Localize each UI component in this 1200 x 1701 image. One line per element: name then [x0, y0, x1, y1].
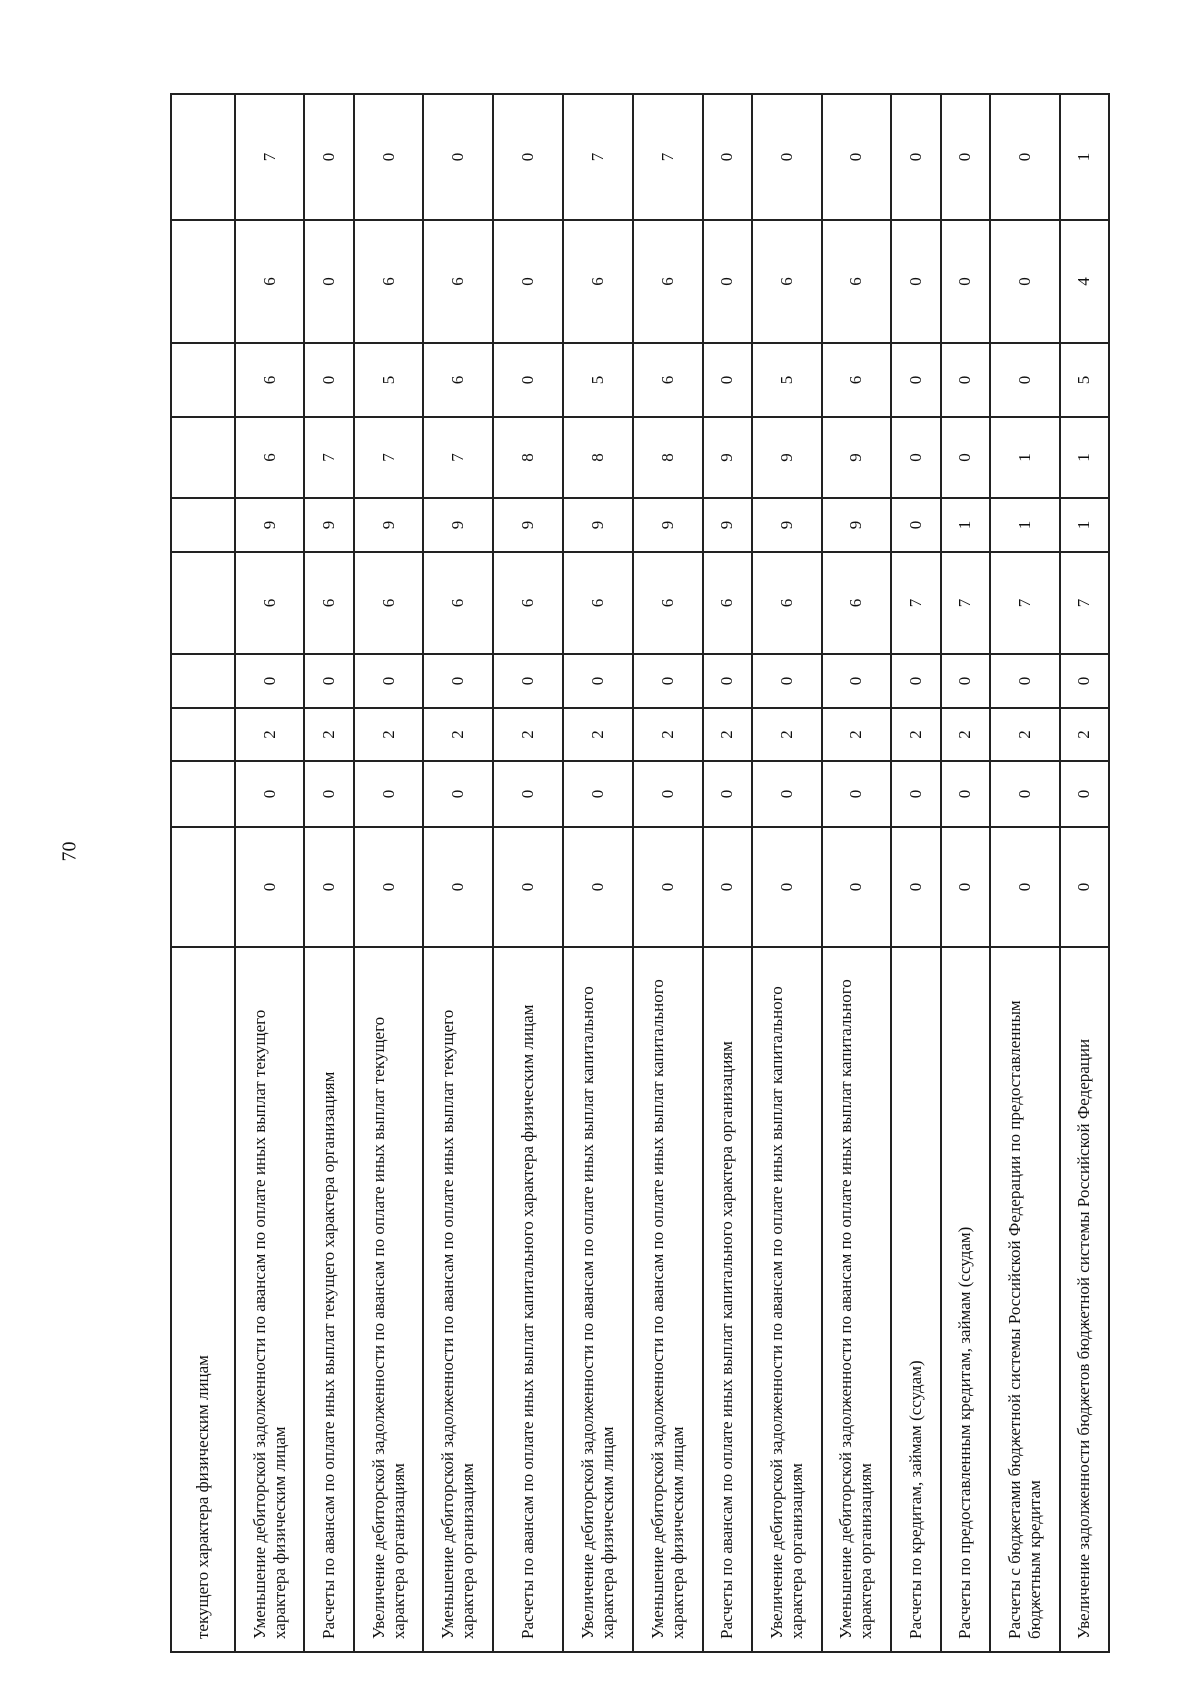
- code-digit-cell: 1: [1060, 498, 1109, 552]
- code-digit-cell: 0: [990, 761, 1060, 827]
- code-digit-cell: 6: [493, 552, 563, 654]
- row-label: Расчеты по авансам по оплате иных выплат текущего характера организациям: [304, 947, 353, 1652]
- code-digit-cell: 0: [304, 761, 353, 827]
- table-body: [171, 94, 1109, 1652]
- table-row: [563, 94, 633, 1652]
- code-digit-cell: 0: [941, 761, 990, 827]
- code-digit-cell: 0: [891, 94, 940, 220]
- code-digit-cell: 7: [941, 552, 990, 654]
- code-digit-cell: 2: [563, 708, 633, 761]
- table-row: [990, 94, 1060, 1652]
- code-digit-cell: 6: [752, 552, 822, 654]
- code-digit-cell: 7: [1060, 552, 1109, 654]
- code-digit-cell: 0: [822, 827, 892, 947]
- code-digit-cell: 9: [703, 498, 752, 552]
- code-digit-cell: [171, 94, 235, 220]
- code-digit-cell: 0: [493, 761, 563, 827]
- code-digit-cell: 6: [235, 552, 305, 654]
- code-digit-cell: [171, 498, 235, 552]
- code-digit-cell: 9: [423, 498, 493, 552]
- table-row: [633, 94, 703, 1652]
- code-digit-cell: 1: [941, 498, 990, 552]
- code-digit-cell: 0: [633, 827, 703, 947]
- code-digit-cell: 9: [304, 498, 353, 552]
- code-digit-cell: 6: [633, 552, 703, 654]
- code-digit-cell: 0: [703, 343, 752, 417]
- table-row: [941, 94, 990, 1652]
- code-digit-cell: 2: [990, 708, 1060, 761]
- code-digit-cell: 0: [493, 654, 563, 708]
- code-digit-cell: 2: [752, 708, 822, 761]
- code-digit-cell: 0: [891, 417, 940, 498]
- code-digit-cell: 2: [703, 708, 752, 761]
- code-digit-cell: 2: [493, 708, 563, 761]
- row-label: Уменьшение дебиторской задолженности по авансам по оплате иных выплат текущего характера организациям: [423, 947, 493, 1652]
- code-digit-cell: 1: [990, 498, 1060, 552]
- code-digit-cell: 8: [563, 417, 633, 498]
- code-digit-cell: 2: [891, 708, 940, 761]
- code-digit-cell: 0: [235, 761, 305, 827]
- code-digit-cell: 9: [822, 498, 892, 552]
- code-digit-cell: 0: [891, 761, 940, 827]
- code-digit-cell: 0: [304, 654, 353, 708]
- table-row: [703, 94, 752, 1652]
- code-digit-cell: 0: [990, 220, 1060, 343]
- code-digit-cell: 0: [703, 827, 752, 947]
- code-digit-cell: 1: [1060, 417, 1109, 498]
- row-label: Расчеты с бюджетами бюджетной системы Российской Федерации по предоставленным бюджетным кредитам: [990, 947, 1060, 1652]
- code-digit-cell: 0: [891, 654, 940, 708]
- code-digit-cell: 0: [990, 343, 1060, 417]
- code-digit-cell: 0: [752, 94, 822, 220]
- code-digit-cell: 0: [304, 94, 353, 220]
- table-row: [354, 94, 424, 1652]
- code-digit-cell: 0: [633, 761, 703, 827]
- row-label: Увеличение дебиторской задолженности по авансам по оплате иных выплат капитального характера организациям: [752, 947, 822, 1652]
- code-digit-cell: 6: [633, 343, 703, 417]
- code-digit-cell: 2: [1060, 708, 1109, 761]
- code-digit-cell: 0: [941, 94, 990, 220]
- code-digit-cell: 2: [941, 708, 990, 761]
- code-digit-cell: 6: [304, 552, 353, 654]
- code-digit-cell: 0: [354, 761, 424, 827]
- code-digit-cell: 2: [354, 708, 424, 761]
- row-label: Расчеты по авансам по оплате иных выплат капитального характера физическим лицам: [493, 947, 563, 1652]
- code-digit-cell: 0: [563, 761, 633, 827]
- code-digit-cell: 2: [304, 708, 353, 761]
- code-digit-cell: 6: [235, 343, 305, 417]
- code-digit-cell: 0: [941, 220, 990, 343]
- code-digit-cell: 6: [423, 552, 493, 654]
- code-digit-cell: [171, 552, 235, 654]
- code-digit-cell: 8: [633, 417, 703, 498]
- row-label: Уменьшение дебиторской задолженности по авансам по оплате иных выплат текущего характера физическим лицам: [235, 947, 305, 1652]
- table-row: [171, 94, 235, 1652]
- code-digit-cell: [171, 761, 235, 827]
- code-digit-cell: 6: [423, 220, 493, 343]
- code-digit-cell: 0: [493, 827, 563, 947]
- row-label: Расчеты по предоставленным кредитам, займам (ссудам): [941, 947, 990, 1652]
- code-digit-cell: 0: [752, 761, 822, 827]
- table-row: [304, 94, 353, 1652]
- code-digit-cell: 0: [703, 220, 752, 343]
- code-digit-cell: 0: [752, 654, 822, 708]
- code-digit-cell: 6: [423, 343, 493, 417]
- code-digit-cell: 2: [633, 708, 703, 761]
- code-digit-cell: [171, 220, 235, 343]
- code-digit-cell: 7: [891, 552, 940, 654]
- code-digit-cell: 5: [354, 343, 424, 417]
- code-digit-cell: 7: [304, 417, 353, 498]
- code-digit-cell: 0: [990, 827, 1060, 947]
- code-digit-cell: [171, 343, 235, 417]
- code-digit-cell: 0: [423, 827, 493, 947]
- code-digit-cell: 0: [304, 827, 353, 947]
- table-row: [752, 94, 822, 1652]
- code-digit-cell: 2: [235, 708, 305, 761]
- code-digit-cell: 0: [990, 94, 1060, 220]
- code-digit-cell: [171, 827, 235, 947]
- code-digit-cell: 0: [235, 827, 305, 947]
- code-digit-cell: 0: [941, 343, 990, 417]
- code-digit-cell: 6: [822, 220, 892, 343]
- code-digit-cell: 0: [891, 343, 940, 417]
- code-digit-cell: 2: [822, 708, 892, 761]
- code-digit-cell: 0: [941, 417, 990, 498]
- row-label: Увеличение дебиторской задолженности по авансам по оплате иных выплат текущего характера организациям: [354, 947, 424, 1652]
- code-digit-cell: 0: [354, 654, 424, 708]
- code-digit-cell: 0: [703, 654, 752, 708]
- code-digit-cell: 7: [563, 94, 633, 220]
- table-row: [423, 94, 493, 1652]
- code-digit-cell: 0: [941, 654, 990, 708]
- code-digit-cell: 6: [235, 417, 305, 498]
- code-digit-cell: 6: [633, 220, 703, 343]
- code-digit-cell: 4: [1060, 220, 1109, 343]
- row-label: Увеличение дебиторской задолженности по авансам по оплате иных выплат капитального характера физическим лицам: [563, 947, 633, 1652]
- row-label: Уменьшение дебиторской задолженности по авансам по оплате иных выплат капитального характера организациям: [822, 947, 892, 1652]
- row-label: Расчеты по кредитам, займам (ссудам): [891, 947, 940, 1652]
- code-digit-cell: 6: [703, 552, 752, 654]
- code-digit-cell: 0: [493, 343, 563, 417]
- accounts-table: [170, 93, 1110, 1653]
- code-digit-cell: 6: [822, 552, 892, 654]
- row-label: текущего характера физическим лицам: [171, 947, 235, 1652]
- code-digit-cell: 9: [752, 417, 822, 498]
- code-digit-cell: 0: [822, 654, 892, 708]
- code-digit-cell: 5: [752, 343, 822, 417]
- code-digit-cell: 0: [493, 220, 563, 343]
- code-digit-cell: 0: [752, 827, 822, 947]
- row-label: Расчеты по авансам по оплате иных выплат капитального характера организациям: [703, 947, 752, 1652]
- table-row: [493, 94, 563, 1652]
- code-digit-cell: 0: [423, 654, 493, 708]
- code-digit-cell: [171, 708, 235, 761]
- code-digit-cell: 6: [752, 220, 822, 343]
- table-row: [891, 94, 940, 1652]
- code-digit-cell: 9: [563, 498, 633, 552]
- code-digit-cell: 9: [354, 498, 424, 552]
- table-row: [822, 94, 892, 1652]
- code-digit-cell: 7: [633, 94, 703, 220]
- code-digit-cell: 1: [990, 417, 1060, 498]
- code-digit-cell: 5: [563, 343, 633, 417]
- code-digit-cell: 6: [235, 220, 305, 343]
- code-digit-cell: 0: [423, 761, 493, 827]
- code-digit-cell: 0: [354, 827, 424, 947]
- code-digit-cell: 7: [235, 94, 305, 220]
- row-label: Уменьшение дебиторской задолженности по авансам по оплате иных выплат капитального характера физическим лицам: [633, 947, 703, 1652]
- code-digit-cell: 7: [990, 552, 1060, 654]
- code-digit-cell: 0: [304, 343, 353, 417]
- code-digit-cell: 0: [304, 220, 353, 343]
- code-digit-cell: 0: [891, 827, 940, 947]
- code-digit-cell: 5: [1060, 343, 1109, 417]
- code-digit-cell: 0: [891, 498, 940, 552]
- code-digit-cell: 6: [822, 343, 892, 417]
- code-digit-cell: 2: [423, 708, 493, 761]
- code-digit-cell: 0: [563, 654, 633, 708]
- row-label: Увеличение задолженности бюджетов бюджетной системы Российской Федерации: [1060, 947, 1109, 1652]
- code-digit-cell: 0: [822, 94, 892, 220]
- code-digit-cell: 9: [633, 498, 703, 552]
- code-digit-cell: 0: [633, 654, 703, 708]
- code-digit-cell: 0: [493, 94, 563, 220]
- code-digit-cell: 1: [1060, 94, 1109, 220]
- code-digit-cell: 0: [563, 827, 633, 947]
- code-digit-cell: 6: [354, 220, 424, 343]
- code-digit-cell: 0: [703, 761, 752, 827]
- code-digit-cell: 0: [941, 827, 990, 947]
- code-digit-cell: 9: [752, 498, 822, 552]
- code-digit-cell: 9: [703, 417, 752, 498]
- code-digit-cell: 0: [822, 761, 892, 827]
- code-digit-cell: 0: [423, 94, 493, 220]
- rotated-table-container: [170, 95, 1110, 1653]
- code-digit-cell: 0: [235, 654, 305, 708]
- code-digit-cell: 0: [990, 654, 1060, 708]
- code-digit-cell: 6: [563, 552, 633, 654]
- code-digit-cell: 7: [423, 417, 493, 498]
- code-digit-cell: 0: [703, 94, 752, 220]
- table-row: [1060, 94, 1109, 1652]
- code-digit-cell: 0: [354, 94, 424, 220]
- code-digit-cell: 9: [822, 417, 892, 498]
- table-row: [235, 94, 305, 1652]
- code-digit-cell: 6: [354, 552, 424, 654]
- page-number: 70: [58, 841, 81, 862]
- code-digit-cell: 7: [354, 417, 424, 498]
- code-digit-cell: 0: [1060, 827, 1109, 947]
- code-digit-cell: [171, 654, 235, 708]
- code-digit-cell: 9: [235, 498, 305, 552]
- code-digit-cell: 0: [891, 220, 940, 343]
- code-digit-cell: 9: [493, 498, 563, 552]
- code-digit-cell: 0: [1060, 761, 1109, 827]
- code-digit-cell: 6: [563, 220, 633, 343]
- code-digit-cell: [171, 417, 235, 498]
- code-digit-cell: 0: [1060, 654, 1109, 708]
- code-digit-cell: 8: [493, 417, 563, 498]
